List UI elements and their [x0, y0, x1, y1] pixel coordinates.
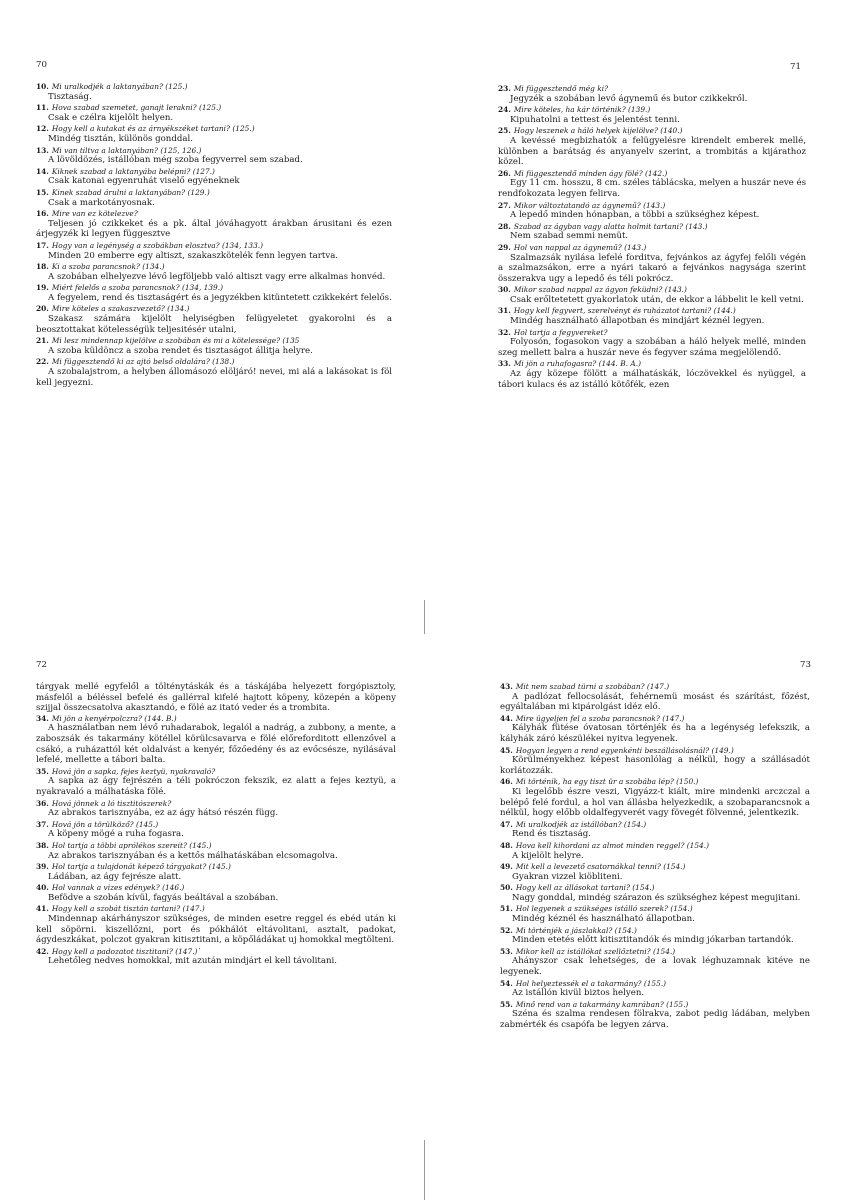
- qa-entry: [36, 904, 396, 945]
- qa-entry: [500, 714, 810, 745]
- question: [498, 126, 806, 136]
- question-number: 15.: [36, 187, 49, 197]
- question: [36, 336, 392, 346]
- answer-text: Csak erőltetetett gyakorlatok után, de ekkor a lábbelit le kell vetni.: [510, 294, 804, 305]
- answer-text: Csak katonai egyenruhát viselő egyéneknek: [48, 176, 240, 187]
- qa-entry: [36, 862, 396, 882]
- question-number: 48.: [500, 840, 513, 850]
- answer-text: Gyakran vizzel kiöbliteni.: [512, 871, 623, 882]
- question-number: 18.: [36, 262, 49, 272]
- answer-text: A szobalajstrom, a helyben állomásozó elöljáró! nevei, mi alá a lakásokat is föl kell jegyezni.: [36, 367, 392, 388]
- question-number: 10.: [36, 82, 49, 91]
- question-text: Kinek szabad árulni a laktanyában? (129.): [51, 187, 210, 197]
- page-body: [498, 84, 806, 390]
- answer-text: Folyosón, fogasokon vagy a szobában a háló helyek mellé, minden szeg mellett balra a huszár neve és fegyver száma megjelölendő.: [498, 337, 806, 358]
- question-number: 25.: [498, 126, 511, 136]
- question-number: 23.: [498, 84, 511, 93]
- question-text: Hol tartja a tulajdonát képező tárgyakat? (145.): [51, 862, 231, 872]
- question: [36, 357, 392, 367]
- qa-entry: [500, 883, 810, 903]
- question-text: Mikor kell az istállókat szellőztetni? (154.): [515, 946, 676, 956]
- question-number: 26.: [498, 168, 511, 178]
- question-number: 38.: [36, 840, 49, 850]
- question-number: 46.: [500, 777, 513, 787]
- question: [36, 167, 392, 177]
- question-number: 35.: [36, 766, 49, 776]
- question: [500, 777, 810, 787]
- answer-text: A használatban nem lévő ruhadarabok, legalól a nadrág, a zubbony, a mente, a zaboszsák és takarmány kötéllel körülcsavarva e fölé előreforditott ellenzővel a csákó, a ruházattól két oldalvást a kenyér, főzőedény és az evőcsésze, nyilásával lefelé, mellette a tábori balta.: [36, 723, 396, 766]
- question-text: Mit nem szabad türni a szobában? (147.): [515, 682, 670, 691]
- qa-entry: [36, 947, 396, 967]
- question-text: Mi történjék a jászlakkal? (154.): [515, 925, 637, 935]
- qa-entry: [36, 209, 392, 240]
- question: [36, 124, 392, 134]
- answer-text: Ki legelőbb észre veszi, Vigyázz-t kiált, mire mindenki arczczal a belépő felé fordul, a hol van állásba helyezkedik, a szobaparancsnok a nélkül, hogy előbb oldalfegyverét vagy fövegét fölvenné, jelentkezik.: [500, 786, 810, 819]
- question-text: Mi történik, ha egy tiszt ür a szobába lép? (150.): [515, 777, 699, 787]
- question-text: Hova szabad szemetet, ganajt lerakni? (125.): [51, 103, 222, 113]
- question-number: 36.: [36, 798, 49, 808]
- question-text: Mit kell a levezető csatornákkal tenni? (154.): [515, 862, 686, 872]
- question-number: 19.: [36, 283, 49, 293]
- answer-text: Az ágy közepe fölött a málhatáskák, lóczövekkel és nyüggel, a tábori kulacs és az istálló kötőfék, ezen: [498, 369, 806, 390]
- qa-entry: [36, 357, 392, 388]
- question: [498, 243, 806, 253]
- answer-text: Teljesen jó czikkeket és a pk. által jóváhagyott árakban árusitani és ezen árjegyzék ki legyen függesztve: [36, 218, 392, 240]
- question: [500, 862, 810, 872]
- answer-text: Nem szabad semmi nemüt.: [510, 231, 629, 242]
- question-number: 37.: [36, 819, 49, 829]
- question-number: 45.: [500, 745, 513, 755]
- answer-text: Rend és tisztaság.: [512, 829, 592, 840]
- question-number: 33.: [498, 359, 511, 369]
- answer-text: A köpeny mögé a ruha fogasra.: [48, 829, 184, 840]
- question-text: Hogy kell a padozatot tisztitani? (147.)`: [51, 946, 202, 956]
- question: [500, 883, 810, 893]
- question-text: Szabad az ágyban vagy alatta holmit tartani? (143.): [513, 221, 708, 231]
- question-text: Hol vannak a vizes edények? (146.): [51, 883, 185, 893]
- question-text: Minő rend van a takarmány kamrában? (155.): [515, 999, 689, 1009]
- qa-entry: [36, 146, 392, 166]
- answer-text: Mindég használható állapotban és mindjárt kéznél legyen.: [510, 316, 765, 327]
- answer-text: Széna és szalma rendesen fölrakva, zabot pedig ládában, melyben zabmérték és csapófa be legyen zárva.: [500, 1009, 810, 1030]
- qa-entry: [498, 105, 806, 125]
- qa-entry: [498, 126, 806, 167]
- question: [36, 241, 392, 251]
- question-number: 39.: [36, 862, 49, 872]
- question-number: 20.: [36, 304, 49, 314]
- question: [498, 328, 806, 338]
- qa-entry: [36, 283, 392, 303]
- qa-entry: [500, 682, 810, 713]
- question-number: 30.: [498, 285, 511, 295]
- question-number: 32.: [498, 327, 511, 337]
- question-number: 29.: [498, 242, 511, 252]
- answer-text: Szalmazsák nyilása lefelé forditva, fejvánkos az ágyfej felőli végén a szalmazsákon, erre a nyári takaró a fejvánkos nagysága szerint összerakva ugy a lepedő és téli pokrócz.: [498, 252, 806, 284]
- qa-entry: [500, 904, 810, 924]
- question: [36, 209, 392, 219]
- question-number: 12.: [36, 124, 49, 134]
- question-number: 49.: [500, 862, 513, 872]
- question-text: Ki a szoba parancsnok? (134.): [51, 262, 165, 272]
- qa-entry: [498, 285, 806, 305]
- question-text: Hol tartja a többi aprólékos szereit? (145.): [51, 840, 212, 850]
- page-body: [36, 682, 396, 967]
- answer-text: A sapka az ágy fejrészén a téli pokróczon fekszik, ez alatt a fejes keztyü, a nyakravaló a málhatáska fölé.: [36, 776, 396, 797]
- question-text: Hová jön a sapka, fejes keztyü, nyakravaló?: [51, 766, 216, 776]
- question-number: 31.: [498, 306, 511, 316]
- question: [36, 146, 392, 156]
- question: [500, 682, 810, 692]
- qa-entry: [36, 799, 396, 819]
- qa-entry: [498, 359, 806, 390]
- question-number: 14.: [36, 166, 49, 176]
- question-text: Hogy leszenek a háló helyek kijelölve? (140.): [513, 126, 683, 136]
- qa-entry: [36, 336, 392, 356]
- qa-entry: [500, 841, 810, 861]
- question: [498, 359, 806, 369]
- question-number: 24.: [498, 105, 511, 115]
- answer-text: Nagy gonddal, mindég szárazon és szükséghez képest megujitani.: [512, 892, 801, 903]
- answer-text: Szakasz számára kijelölt helyiségben felügyeletet gyakorolni és a beosztottakat kötelességük teljesitésér utalni,: [36, 314, 392, 335]
- qa-entry: [498, 201, 806, 221]
- answer-text: Ládában, az ágy fejrésze alatt.: [48, 871, 182, 882]
- answer-text: A fegyelem, rend és tisztaságért és a jegyzékben kitüntetett czikkekért felelős.: [48, 292, 392, 303]
- qa-entry: [36, 820, 396, 840]
- question: [36, 82, 392, 92]
- qa-entry: [500, 979, 810, 999]
- question-text: Mire ügyeljen fel a szoba parancsnok? (147.): [515, 713, 685, 723]
- answer-text: Az istállón kivül biztos helyen.: [512, 988, 645, 999]
- question: [36, 103, 392, 113]
- question-text: Hogy kell a szobát tisztán tartani? (147.): [51, 904, 205, 914]
- qa-entry: [500, 746, 810, 777]
- question-number: 51.: [500, 904, 513, 914]
- page-71: [498, 62, 806, 391]
- question-text: Hova kell kihordani az almot minden reggel? (154.): [515, 840, 709, 850]
- question: [36, 767, 396, 777]
- divider-bottom: [424, 1140, 425, 1200]
- qa-entry: [500, 1000, 810, 1031]
- question-text: Hogy kell az állásokat tartani? (154.): [515, 883, 655, 893]
- answer-text: A lepedő minden hónapban, a többi a szükséghez képest.: [510, 210, 760, 221]
- question: [500, 820, 810, 830]
- question-number: 40.: [36, 883, 49, 893]
- question-number: 28.: [498, 221, 511, 231]
- answer-text: Csak a markotányosnak.: [48, 197, 155, 208]
- question: [498, 201, 806, 211]
- question-number: 54.: [500, 978, 513, 988]
- question-text: Mi jön a ruhafogasra? (144. B. A.): [513, 359, 641, 369]
- answer-text: A padlózat fellocsolását, fehérnemü mosást és szárítást, főzést, egyáltalában mi kipárolgást idéz elő.: [500, 691, 810, 713]
- qa-entry: [36, 167, 392, 187]
- question: [500, 904, 810, 914]
- question: [36, 904, 396, 914]
- answer-text: Befödve a szobán kívül, fagyás beáltával a szobában.: [48, 892, 279, 903]
- qa-entry: [36, 124, 392, 144]
- question: [36, 862, 396, 872]
- answer-text: A lövöldözés, istállóban még szoba fegyverrel sem szabad.: [48, 155, 303, 166]
- question-number: 34.: [36, 713, 49, 723]
- question-text: Mi függesztendő ki az ajtó belső oldalára? (138.): [51, 357, 235, 367]
- answer-text: Mindennap akárhányszor szükséges, de minden esetre reggel és ebéd után ki kell söpörni. kiszellőzni, port és pókhálót eltávolitani, asztalt, padokat, ágydeszkákat, polczot gyakran kitisztitani, a köpőládákat uj homokkal megtölteni.: [36, 914, 396, 946]
- qa-entry: [500, 777, 810, 818]
- question-text: Mikor szabad nappal az ágyon feküdni? (143.): [513, 285, 687, 295]
- question-text: Mi jön a kenyérpolczra? (144. B.): [51, 713, 177, 723]
- answer-text: Az abrakos tarisznyába, ez az ágy hátsó részén függ.: [48, 808, 279, 819]
- question: [500, 841, 810, 851]
- question-number: 44.: [500, 713, 513, 723]
- page-number: 72: [36, 660, 47, 670]
- qa-entry: [500, 926, 810, 946]
- answer-text: Körülményekhez képest hasonlólag a nélkül, hogy a szállásadót korlátozzák.: [500, 755, 810, 776]
- question: [498, 306, 806, 316]
- page-73: [500, 660, 810, 1032]
- question-text: Miért felelős a szoba parancsnok? (134, 139.): [51, 283, 223, 293]
- question: [500, 714, 810, 724]
- question-number: 41.: [36, 904, 49, 914]
- question: [36, 262, 392, 272]
- qa-entry: [498, 306, 806, 326]
- question-text: Hogy kell fegyvert, szerelvényt és ruházatot tartani? (144.): [513, 306, 736, 316]
- question-number: 52.: [500, 925, 513, 935]
- qa-entry: [36, 767, 396, 798]
- page-number: 71: [790, 62, 801, 72]
- question: [500, 926, 810, 936]
- qa-entry: [36, 883, 396, 903]
- qa-entry: [36, 304, 392, 335]
- question-number: 27.: [498, 200, 511, 210]
- question-text: Mire köteles, ha kár történik? (139.): [513, 105, 651, 115]
- question-text: Hol tartja a fegyvereket?: [513, 327, 608, 337]
- question-number: 21.: [36, 336, 49, 346]
- question-text: Hogy van a legénység a szobákban elosztva? (134, 133.): [51, 240, 263, 250]
- answer-text: Tisztaság.: [48, 91, 92, 102]
- question-number: 11.: [36, 103, 49, 113]
- page-number: 70: [36, 60, 47, 70]
- question-number: 17.: [36, 240, 49, 250]
- question-number: 50.: [500, 883, 513, 893]
- qa-entry: [36, 82, 392, 102]
- qa-entry: [36, 103, 392, 123]
- answer-text: Jegyzék a szobában levő ágynemű és butor czikkekről.: [510, 93, 748, 104]
- page-body: [500, 682, 810, 1031]
- question: [498, 169, 806, 179]
- question-text: Mi lesz mindennap kijelölve a szobában és mi a kötelessége? (135: [51, 336, 300, 346]
- answer-text: A kevéssé megbizhatók a felügyelésre kirendelt emberek mellé, különben a barátság és anyanyelv szerint, a trombitás a kijárathoz közel.: [498, 135, 806, 168]
- question: [36, 283, 392, 293]
- page-72: [36, 660, 396, 968]
- page-body: [36, 82, 392, 388]
- question: [36, 841, 396, 851]
- question: [36, 188, 392, 198]
- page-number: 73: [800, 660, 811, 670]
- qa-entry: [36, 188, 392, 208]
- question-text: Hol van nappal az ágynemű? (143.): [513, 242, 647, 252]
- question: [36, 304, 392, 314]
- page-70: [36, 60, 392, 389]
- question-text: Mi uralkodjék az istállóban? (154.): [515, 819, 647, 829]
- question: [498, 222, 806, 232]
- question-text: Mi van tiltva a laktanyában? (125, 126.): [51, 145, 202, 155]
- question-number: 16.: [36, 209, 49, 219]
- answer-text: Kályhák fütése óvatosan történjék és ha a legénység lefekszik, a kályhák záró készülékei nyitva legyenek.: [500, 723, 810, 744]
- question-text: Mikor változtatandó az ágynemű? (143.): [513, 200, 666, 210]
- question-number: 53.: [500, 946, 513, 956]
- question-text: Kiknek szabad a laktanyába belépni? (127.): [51, 166, 215, 176]
- question: [36, 883, 396, 893]
- answer-text: Minden 20 emberre egy altiszt, szakaszkötelék fenn legyen tartva.: [48, 250, 339, 261]
- qa-entry: [498, 84, 806, 104]
- question-text: Hogy kell a kutakat és az árnyékszéket tartani? (125.): [51, 124, 255, 134]
- answer-text: A kijelölt helyre.: [512, 850, 584, 861]
- qa-entry: [36, 262, 392, 282]
- question-number: 22.: [36, 357, 49, 367]
- question: [500, 1000, 810, 1010]
- question: [500, 746, 810, 756]
- qa-entry: [498, 222, 806, 242]
- divider-top: [424, 600, 425, 634]
- qa-entry: [500, 820, 810, 840]
- question-text: Hol legyenek a szükséges istálló szerek? (154.): [515, 904, 693, 914]
- answer-text: Mindég tisztán, különös gonddal.: [48, 133, 193, 144]
- question: [500, 947, 810, 957]
- answer-text: Egy 11 cm. hosszu, 8 cm. széles táblácska, melyen a huszár neve és rendfokozata legyen felirva.: [498, 178, 806, 199]
- question: [36, 947, 396, 957]
- question-text: Mi függesztendő minden ágy fölé? (142.): [513, 168, 668, 178]
- question-text: Mire köteles a szakaszvezető? (134.): [51, 304, 190, 314]
- question-text: Mi uralkodjék a laktanyában? (125.): [51, 82, 188, 91]
- question: [36, 714, 396, 724]
- question-text: Mi függesztendő még ki?: [513, 84, 609, 93]
- answer-text: Lehetőleg nedves homokkal, mit azután mindjárt el kell távolitani.: [48, 956, 338, 967]
- question-text: Hogyan legyen a rend egyenkénti beszállásolásnál? (149.): [515, 745, 734, 755]
- question: [36, 799, 396, 809]
- question-number: 43.: [500, 682, 513, 691]
- question-text: Hová jönnek a ló tisztitószerek?: [51, 798, 172, 808]
- question-number: 42.: [36, 946, 49, 956]
- qa-entry: [498, 328, 806, 359]
- answer-text: Ahányszor csak lehetséges, de a lovak léghuzamnak kitéve ne legyenek.: [500, 956, 810, 978]
- qa-entry: [500, 947, 810, 978]
- question: [498, 285, 806, 295]
- question: [36, 820, 396, 830]
- question-number: 55.: [500, 999, 513, 1009]
- qa-entry: [36, 241, 392, 261]
- qa-entry: [36, 841, 396, 861]
- answer-text: Kipuhatolni a tettest és jelentést tenni.: [510, 114, 680, 125]
- answer-text: Minden etetés előtt kitisztitandók és mindig jókarban tartandók.: [512, 935, 794, 946]
- question-number: 47.: [500, 819, 513, 829]
- question-text: Hová jön a törülköző? (145.): [51, 819, 159, 829]
- question: [498, 84, 806, 94]
- question-text: Hol helyeztessék el a takarmány? (155.): [515, 978, 667, 988]
- qa-entry: [498, 243, 806, 284]
- answer-text: Mindég kéznél és használható állapotban.: [512, 914, 695, 925]
- qa-entry: [36, 714, 396, 766]
- question: [498, 105, 806, 115]
- answer-text: A szobában elhelyezve lévő legföljebb való altiszt vagy erre alkalmas honvéd.: [48, 271, 386, 282]
- answer-text: Az abrakos tarisznyában és a kettős málhatáskában elcsomagolva.: [48, 850, 338, 861]
- question: [500, 979, 810, 989]
- qa-entry: [498, 169, 806, 200]
- question-text: Mire van ez kötelezve?: [51, 209, 138, 219]
- qa-entry: [500, 862, 810, 882]
- answer-text: A szoba küldöncz a szoba rendet és tisztaságot állitja helyre.: [48, 345, 313, 356]
- continued-text: tárgyak mellé egyfelől a tölténytáskák és a táskájába helyezett forgópisztoly, másfelől a béléssel befelé és gallérral kifelé hajtott köpeny, közepén a köpeny szijjal összecsatolva akasztandó, e fölé az itató veder és a trombita.: [36, 682, 396, 714]
- question-number: 13.: [36, 145, 49, 155]
- answer-text: Csak e czélra kijelölt helyen.: [48, 112, 174, 123]
